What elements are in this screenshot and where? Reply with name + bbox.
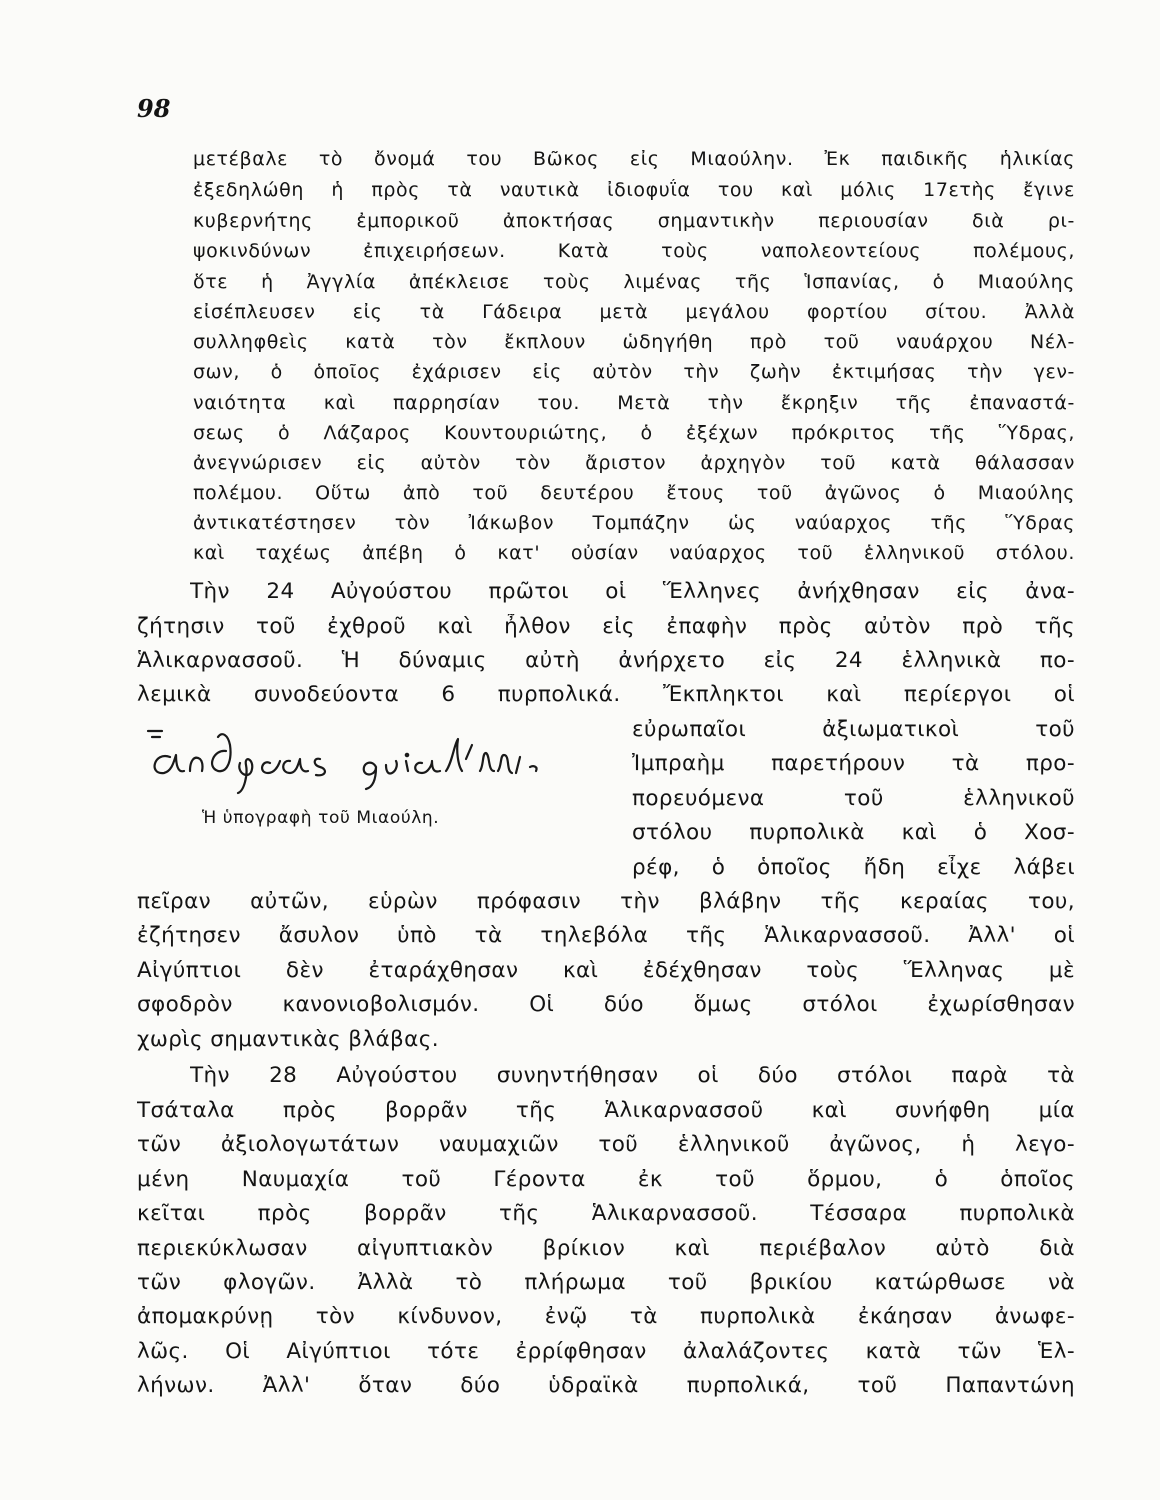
paragraph-line: λῶς. Οἱ Αἰγύπτιοι τότε ἐρρίφθησαν ἀλαλάζοντες κατὰ τῶν Ἑλ- <box>137 1339 1075 1364</box>
page-number: 98 <box>137 94 171 123</box>
paragraph-line: λήνων. Ἀλλ' ὅταν δύο ὑδραϊκὰ πυρπολικά, τοῦ Παπαντώνη <box>137 1373 1075 1398</box>
paragraph-line: Ἁλικαρνασσοῦ. Ἡ δύναμις αὐτὴ ἀνήρχετο εἰς 24 ἑλληνικὰ πο- <box>137 648 1075 673</box>
paragraph-line: Τὴν 28 Αὐγούστου συνηντήθησαν οἱ δύο στόλοι παρὰ τὰ <box>190 1063 1075 1088</box>
paragraph-line: ἐζήτησεν ἄσυλον ὑπὸ τὰ τηλεβόλα τῆς Ἁλικαρνασσοῦ. Ἀλλ' οἱ <box>137 923 1075 948</box>
footnote-line: πολέμου. Οὕτω ἀπὸ τοῦ δευτέρου ἔτους τοῦ ἀγῶνος ὁ Μιαούλης <box>193 482 1075 504</box>
paragraph-line: ἀπομακρύνῃ τὸν κίνδυνον, ἐνῷ τὰ πυρπολικὰ ἐκάησαν ἀνωφε- <box>137 1304 1075 1329</box>
footnote-line: ἀντικατέστησεν τὸν Ἰάκωβον Τομπάζην ὡς ναύαρχος τῆς Ὕδρας <box>193 512 1075 534</box>
paragraph-line: πορευόμενα τοῦ ἑλληνικοῦ <box>632 786 1075 811</box>
paragraph-line: χωρὶς σημαντικὰς βλάβας. <box>137 1027 439 1052</box>
signature-image <box>140 715 610 795</box>
paragraph-line: στόλου πυρπολικὰ καὶ ὁ Χοσ- <box>632 820 1075 845</box>
paragraph-line: σφοδρὸν κανονιοβολισμόν. Οἱ δύο ὅμως στόλοι ἐχωρίσθησαν <box>137 992 1075 1017</box>
footnote-line: συλληφθεὶς κατὰ τὸν ἔκπλουν ὡδηγήθη πρὸ τοῦ ναυάρχου Νέλ- <box>193 331 1075 353</box>
footnote-line: καὶ ταχέως ἀπέβη ὁ κατ' οὐσίαν ναύαρχος τοῦ ἑλληνικοῦ στόλου. <box>193 542 1075 564</box>
paragraph-line: ζήτησιν τοῦ ἐχθροῦ καὶ ἦλθον εἰς ἐπαφὴν πρὸς αὐτὸν πρὸ τῆς <box>137 614 1075 639</box>
footnote-line: ἀνεγνώρισεν εἰς αὐτὸν τὸν ἄριστον ἀρχηγὸν τοῦ κατὰ θάλασσαν <box>193 452 1075 474</box>
footnote-line: σεως ὁ Λάζαρος Κουντουριώτης, ὁ ἐξέχων πρόκριτος τῆς Ὕδρας, <box>193 422 1075 444</box>
paragraph-line: Αἰγύπτιοι δὲν ἐταράχθησαν καὶ ἐδέχθησαν τοὺς Ἕλληνας μὲ <box>137 958 1075 983</box>
footnote-line: κυβερνήτης ἐμπορικοῦ ἀποκτήσας σημαντικὴν περιουσίαν διὰ ρι- <box>193 210 1075 232</box>
paragraph-line: λεμικὰ συνοδεύοντα 6 πυρπολικά. Ἔκπληκτοι καὶ περίεργοι οἱ <box>137 682 1075 707</box>
paragraph-line: περιεκύκλωσαν αἰγυπτιακὸν βρίκιον καὶ περιέβαλον αὐτὸ διὰ <box>137 1236 1075 1261</box>
paragraph-line: Τσάταλα πρὸς βορρᾶν τῆς Ἁλικαρνασσοῦ καὶ συνήφθη μία <box>137 1098 1075 1123</box>
paragraph-line: ρέφ, ὁ ὁποῖος ἤδη εἶχε λάβει <box>632 855 1075 880</box>
paragraph-line: Τὴν 24 Αὐγούστου πρῶτοι οἱ Ἕλληνες ἀνήχθησαν εἰς ἀνα- <box>190 579 1075 604</box>
footnote-line: ὅτε ἡ Ἀγγλία ἀπέκλεισε τοὺς λιμένας τῆς Ἱσπανίας, ὁ Μιαούλης <box>193 271 1075 293</box>
paragraph-line: κεῖται πρὸς βορρᾶν τῆς Ἁλικαρνασσοῦ. Τέσσαρα πυρπολικὰ <box>137 1201 1075 1226</box>
paragraph-line: τῶν φλογῶν. Ἀλλὰ τὸ πλήρωμα τοῦ βρικίου κατώρθωσε νὰ <box>137 1270 1075 1295</box>
paragraph-line: εὐρωπαῖοι ἀξιωματικοὶ τοῦ <box>632 717 1075 742</box>
paragraph-line: Ἰμπραὴμ παρετήρουν τὰ προ- <box>632 751 1075 776</box>
footnote-line: μετέβαλε τὸ ὄνομά του Βῶκος εἰς Μιαούλην. Ἐκ παιδικῆς ἡλικίας <box>193 148 1075 170</box>
footnote-line: ψοκινδύνων ἐπιχειρήσεων. Κατὰ τοὺς ναπολεοντείους πολέμους, <box>193 240 1075 262</box>
paragraph-line: πεῖραν αὐτῶν, εὑρὼν πρόφασιν τὴν βλάβην τῆς κεραίας του, <box>137 889 1075 914</box>
signature-caption: Ἡ ὑπογραφὴ τοῦ Μιαούλη. <box>202 808 440 828</box>
footnote-line: ἐξεδηλώθη ἡ πρὸς τὰ ναυτικὰ ἰδιοφυΐα του καὶ μόλις 17ετὴς ἔγινε <box>193 179 1075 201</box>
paragraph-line: μένη Ναυμαχία τοῦ Γέροντα ἐκ τοῦ ὅρμου, ὁ ὁποῖος <box>137 1167 1075 1192</box>
paragraph-line: τῶν ἀξιολογωτάτων ναυμαχιῶν τοῦ ἑλληνικοῦ ἀγῶνος, ἡ λεγο- <box>137 1132 1075 1157</box>
footnote-line: εἰσέπλευσεν εἰς τὰ Γάδειρα μετὰ μεγάλου φορτίου σίτου. Ἀλλὰ <box>193 301 1075 323</box>
footnote-line: ναιότητα καὶ παρρησίαν του. Μετὰ τὴν ἔκρηξιν τῆς ἐπαναστά- <box>193 392 1075 414</box>
footnote-line: σων, ὁ ὁποῖος ἐχάρισεν εἰς αὐτὸν τὴν ζωὴν ἐκτιμήσας τὴν γεν- <box>193 361 1075 383</box>
